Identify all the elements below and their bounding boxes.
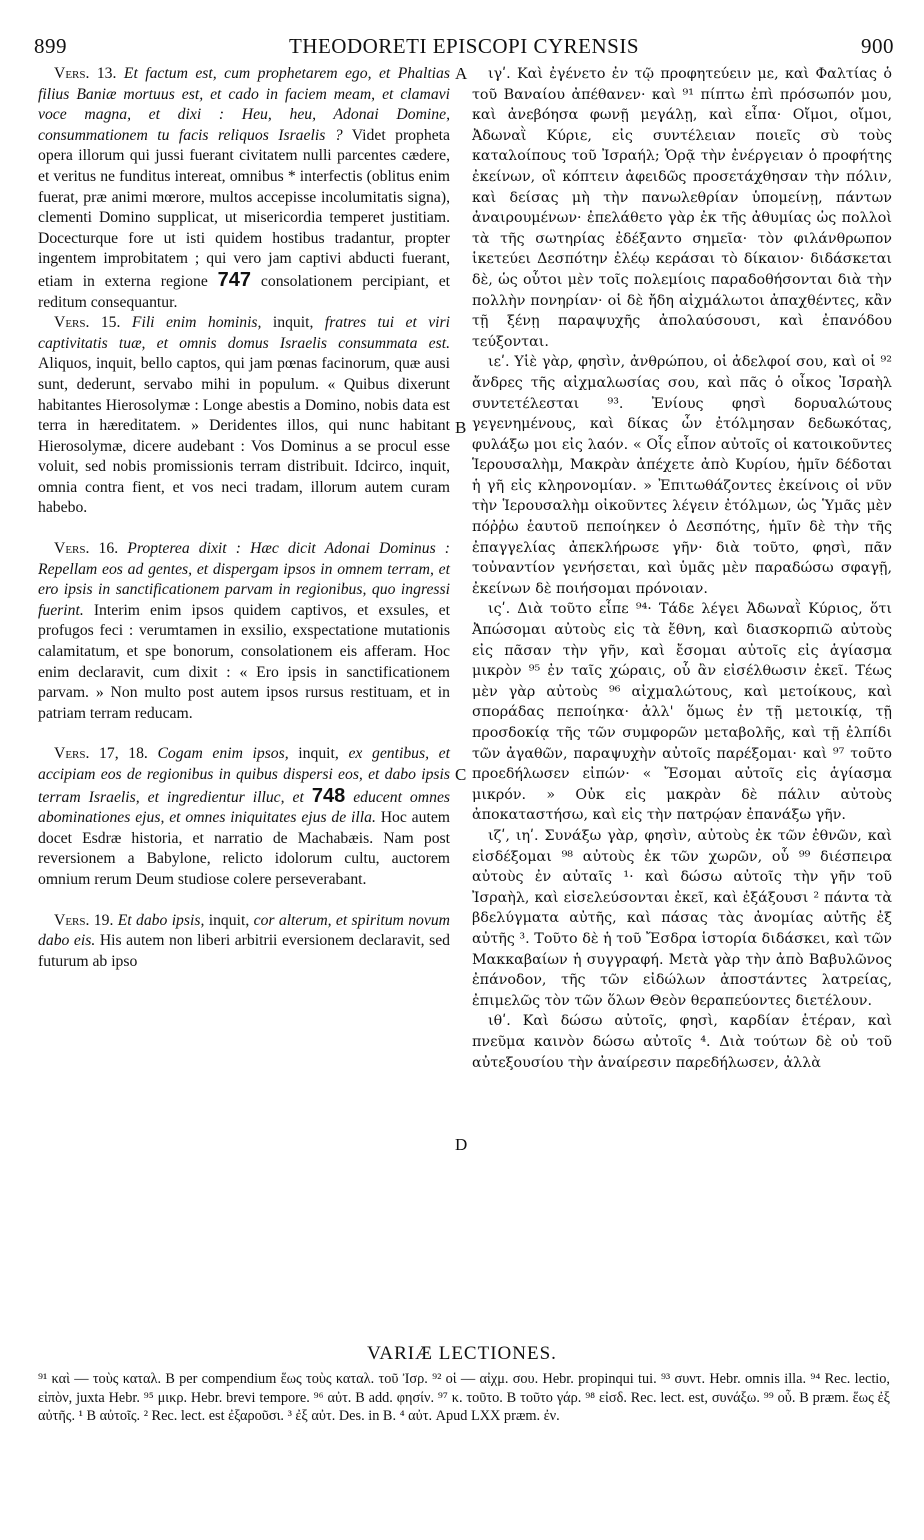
greek-verse-19: ιθʹ. Καὶ δώσω αὐτοῖς, φησὶ, καρδίαν ἑτέραν, καὶ πνεῦμα καινὸν δώσω αὐτοῖς ⁴. Διὰ τούτων δὲ οὐ τοῦ αὐτεξουσίου τὴν ἀναίρεσιν παρεδήλωσεν, ἀλλὰ	[472, 1013, 892, 1071]
column-number: 747	[217, 268, 252, 291]
latin-verse-13	[38, 64, 450, 313]
latin-verse-15	[38, 313, 450, 519]
verse-label: Vers. 15.	[54, 314, 121, 332]
verse-lemma: Cogam enim ipsos,	[157, 745, 289, 763]
inquit-text: inquit,	[272, 314, 314, 332]
verse-label: Vers. 19.	[54, 911, 114, 929]
variae-lectiones-title: VARIÆ LECTIONES.	[367, 1343, 557, 1364]
commentary-text: consolationem percipiant, et reditum consequantur.	[38, 272, 451, 311]
variae-lectiones-notes: ⁹¹ καὶ — τοὺς καταλ. B per compendium ἕως τοὺς καταλ. τοῦ Ἰσρ. ⁹² οἱ — αἰχμ. σου. Hebr. propinqui tui. ⁹³ συντ. Hebr. omnis illa. ⁹⁴ Rec. lectio, εἰπὸν, juxta Hebr. ⁹⁵ μικρ. Hebr. brevi tempore. ⁹⁶ αὐτ. B add. φησίν. ⁹⁷ κ. τοῦτο. B τοῦτο γάρ. ⁹⁸ εἰσδ. Rec. lect. est, συνάξω. ⁹⁹ οὗ. B præm. ἕως ἐξ αὐτῆς. ¹ B αὐτοῖς. ² Rec. lect. est ἐξαροῦσι. ³ ἐξ αὐτ. Des. in B. ⁴ αὐτ. Apud LXX præm. ἐν.	[38, 1371, 890, 1424]
greek-verse-13: ιγʹ. Καὶ ἐγένετο ἐν τῷ προφητεύειν με, καὶ Φαλτίας ὁ τοῦ Βαναίου ἀπέθανεν· καὶ ⁹¹ πίπτω ἐπὶ πρόσωπόν μου, καὶ ἀνεβόησα φωνῇ μεγάλῃ, καὶ εἶπα· Οἴμοι, οἴμοι, Ἀδωναῒ Κύριε, εἰς συντέλειαν ποιεῖς σὺ τοὺς καταλοίπους τοῦ Ἰσραήλ; Ὁρᾷ τὴν ἐνέργειαν ὁ προφήτης ἐκείνων, οἳ κόπτειν ἀφειδῶς προσετάχθησαν τὴν πόλιν, καὶ δείσας μὴ τὴν πανωλεθρίαν ὑπομείνῃ, πάντων ἀναιρουμένων· ἐπελάθετο γὰρ ἐκ τῆς ἀθυμίας ὡς πολλοὶ τὰ τῆς σωτηρίας ἐδέξαντο σημεῖα· τὸν φιλάνθρωπον ἱκετεύει Δεσπότην ἐλέῳ κεράσαι τὸ δίκαιον· διδάσκεται δὲ, ὡς οὗτοι μὲν τοῖς πολεμίοις παραδοθήσονται διὰ τὴν πολλὴν πονηρίαν· οἱ δὲ ἤδη αἰχμάλωτοι ἀπαχθέντες, κἂν τῇ ξένῃ παραψυχῆς ἀπολαύσουσι, καὶ ἐπανόδου τεύξονται.	[472, 66, 892, 350]
running-header	[34, 34, 894, 64]
latin-verse-16	[38, 539, 450, 724]
greek-verse-16: ιςʹ. Διὰ τοῦτο εἶπε ⁹⁴· Τάδε λέγει Ἀδωναῒ Κύριος, ὅτι Ἀπώσομαι αὐτοὺς εἰς τὰ ἔθνη, καὶ διασκορπιῶ αὐτοὺς εἰς πᾶσαν τὴν γῆν, καὶ ἔσομαι αὐτοῖς εἰς ἁγίασμα μικρὸν ⁹⁵ ἐν ταῖς χώραις, οὗ ἂν εἰσέλθωσιν ἐκεῖ. Τέως μὲν γὰρ αὐτοὺς ⁹⁶ αἰχμαλώτους, καὶ μετοίκους, καὶ σποράδας πεποίηκα· ἀλλ' ὅμως ἐν τῇ μετοικίᾳ, τῇ προσδοκίᾳ τῆς τῶν συμφορῶν μεταβολῆς, καὶ τῇ ἐλπίδι τῶν ἀγαθῶν, παραψυχὴν αὐτοῖς παρέξομαι· καὶ ⁹⁷ τοῦτο προεδήλωσεν εἰπών· « Ἔσομαι αὐτοῖς εἰς ἁγίασμα μικρόν. » Οὐκ εἰς μακρὰν δὲ πάλιν αὐτοὺς ἀποκαταστήσω, καὶ εἰς τὴν πατρῴαν ἐπανάξω γῆν.	[472, 601, 892, 824]
inquit-text: inquit,	[298, 745, 339, 763]
commentary-text: Hoc autem docet Esdræ historia, et narratio de Machabæis. Nam post reversionem a Babylone, relicto idolorum cultu, auctorem omnium rerum Deum studiose colere perseverabant.	[38, 809, 451, 888]
greek-verse-15: ιεʹ. Υἱὲ γὰρ, φησὶν, ἀνθρώπου, οἱ ἀδελφοί σου, καὶ οἱ ⁹² ἄνδρες τῆς αἰχμαλωσίας σου, καὶ πᾶς ὁ οἶκος Ἰσραὴλ συντετέλεσται ⁹³. Ἐνίους φησὶ δορυαλώτους γεγενημένους, καὶ δίκας ὧν ἐτόλμησαν δεδωκότας, φυλάξω μοι εἰς λαόν. « Οἷς εἶπον αὐτοῖς οἱ κατοικοῦντες Ἱερουσαλὴμ, Μακρὰν ἀπέχετε ἀπὸ Κυρίου, ἡμῖν δέδοται ἡ γῆ εἰς κληρονομίαν. » Ἐπιτωθάζοντες ἐκείνοις οἱ νῦν τὴν Ἱερουσαλὴμ οἰκοῦντες λέγειν ἐτόλμων, ὡς Ὑμᾶς μὲν πόῤῥω ἑαυτοῦ πεποίηκεν ὁ Δεσπότης, ἡμῖν δὲ τὴν τῆς ἐπαγγελίας ἀπεκλήρωσε γῆν· διὰ τοῦτο, φησὶ, πᾶν τοὐναντίον γενήσεται, καὶ ὑμᾶς μὲν παραδώσω σφαγῇ, ἐκείνων δὲ ποιήσομαι πρόνοιαν.	[472, 354, 892, 597]
margin-letter-b: B	[455, 418, 467, 437]
greek-column	[472, 64, 892, 1073]
verse-lemma: ex gentibus, et accipiam eos de regionibus in quibus dispersi eos, et dabo ipsis terram Israelis, et ingredientur illuc, et	[38, 745, 450, 806]
commentary-text: Aliquos, inquit, bello captos, qui jam pœnas facinorum, quæ ausi sunt, dederunt, servabo mihi in populum. « Quibus dixerunt habitantes Hierosolymæ : Longe abestis a Domino, nobis data est terra in hæreditatem. » Deridentes illos, qui nunc habitant Hierosolymæ, dicere audebant : Vos Dominus a se procul esse voluit, sed nobis promissionis terram distribuit. Idcirco, inquit, omnia contra fient, et vos neci tradam, illorum autem curam habebo.	[38, 355, 450, 517]
margin-letter-d: D	[455, 1135, 468, 1154]
margin-letter-a: A	[455, 64, 468, 83]
latin-column	[38, 64, 450, 972]
page-number-right: 900	[861, 34, 894, 58]
commentary-text: Videt propheta opera illorum qui jussi fuerant civitatem nulli parcentes cædere, et veritus ne funditus intereat, omnibus * interfectis (oblitus enim fuerat, præ animi mœrore, multos accepisse incolumitatis signa), clementi Domino supplicat, ut misericordia temperet justitiam. Docecturque fore ut isti quidem hostibus tradantur, propter ingentem improbitatem ; qui vero jam captivi abducti fuerant, etiam in externa regione	[38, 126, 451, 290]
verse-label: Vers. 13.	[54, 65, 117, 82]
verse-label: Vers. 16.	[54, 540, 119, 558]
commentary-text: Interim enim ipsos quidem captivos, et exsules, et profugos feci : verumtamen in exsilio, exspectatione mutationis calamitatum, et spe bonorum, consolationem eis afferam. Hoc enim declaravit, cum dixit : « Ero ipsis in sanctificationem parvam. » Non multo post autem ipsos rursus restituam, et in patriam terram reducam.	[38, 601, 450, 722]
verse-label: Vers. 17, 18.	[54, 745, 148, 763]
verse-lemma: cor alterum, et spiritum novum dabo eis.	[38, 911, 451, 950]
page-number-left: 899	[34, 34, 67, 58]
column-number: 748	[311, 784, 346, 807]
margin-letter-c: C	[455, 765, 467, 784]
latin-verse-19	[38, 911, 450, 973]
verse-lemma: Et factum est, cum prophetarem ego, et Phaltias filius Baniæ mortuus est, et cado in faciem meam, et clamavi voce magna, et dixi : Heu, heu, Adonai Domine, consummationem tu facis reliquos Israelis ?	[38, 65, 450, 144]
running-title: THEODORETI EPISCOPI CYRENSIS	[288, 34, 640, 58]
verse-lemma: fratres tui et viri captivitatis tuæ, et omnis domus Israelis consummata est.	[38, 314, 451, 352]
verse-lemma: Propterea dixit : Hæc dicit Adonai Dominus : Repellam eos ad gentes, et dispergam ipsos in omnem terram, et ero ipsis in sanctificationem parvam in regionibus, quo ingressi fuerint.	[38, 540, 450, 619]
commentary-text: His autem non liberi arbitrii eversionem declaravit, sed futurum ab ipso	[38, 932, 450, 970]
verse-lemma: Et dabo ipsis,	[117, 911, 205, 929]
greek-verse-17-18: ιζʹ, ιηʹ. Συνάξω γὰρ, φησὶν, αὐτοὺς ἐκ τῶν ἐθνῶν, καὶ εἰσδέξομαι ⁹⁸ αὐτοὺς ἐκ τῶν χωρῶν, οὗ ⁹⁹ διέσπειρα αὐτοὺς ἐν αὐταῖς ¹· καὶ δώσω αὐτοῖς τὴν γῆν τοῦ Ἰσραὴλ, καὶ εἰσελεύσονται ἐκεῖ, καὶ ἐξάξουσι ² πάντα τὰ βδελύγματα αὐτῆς, καὶ πάσας τὰς ἀνομίας αὐτῆς ἐξ αὐτῆς ³. Τοῦτο δὲ ἡ τοῦ Ἔσδρα ἱστορία διδάσκει, καὶ τῶν Μακκαβαίων ἡ συγγραφή. Μετὰ γὰρ τὴν ἀπὸ Βαβυλῶνος ἐπάνοδον, τῆς τῶν εἰδώλων ἀποστάντες λατρείας, ἐπιμελῶς τὸν τῶν ὅλων Θεὸν θεραπεύοντες διετέλουν.	[472, 827, 892, 1009]
inquit-text: inquit,	[208, 911, 250, 929]
verse-lemma: educent omnes abominationes ejus, et omnes iniquitates ejus de illa.	[38, 788, 451, 827]
verse-lemma: Fili enim hominis,	[131, 314, 262, 332]
latin-verse-17-18	[38, 744, 450, 890]
